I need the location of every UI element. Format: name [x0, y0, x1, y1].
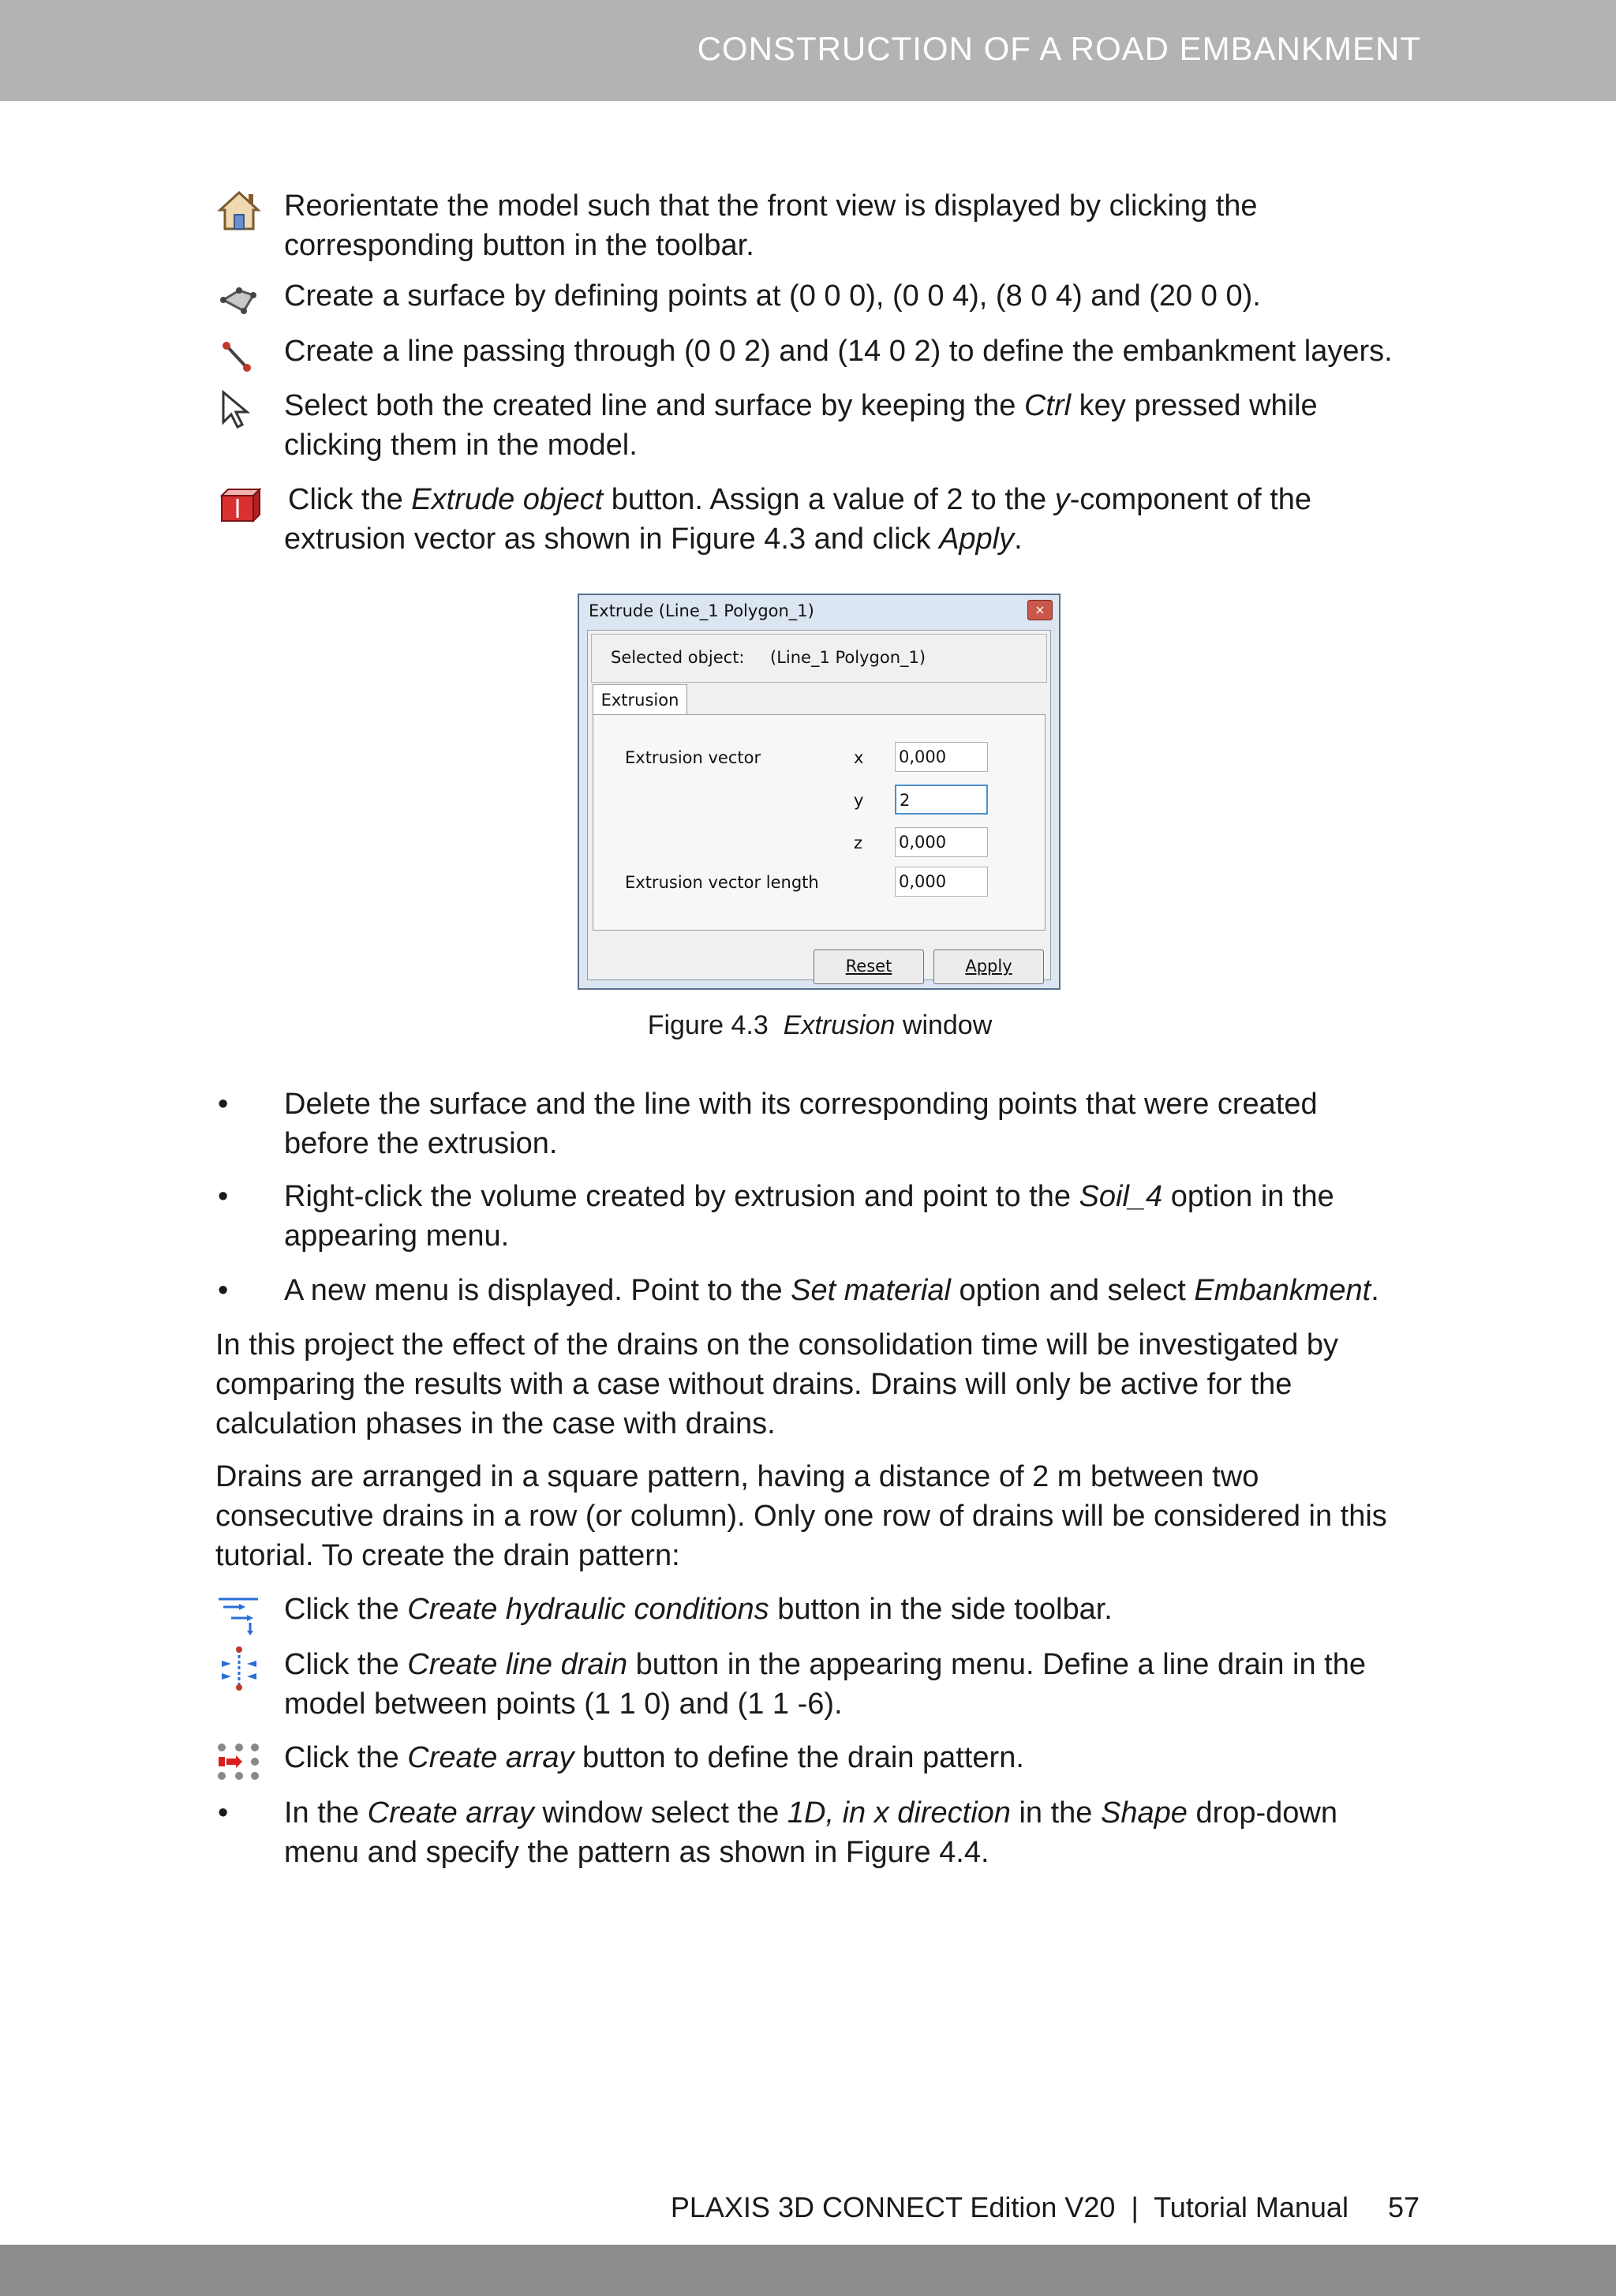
- reset-button[interactable]: Reset: [814, 949, 924, 984]
- step-text: .: [1014, 522, 1023, 556]
- close-button[interactable]: ×: [1027, 600, 1053, 620]
- line-drain-icon: [215, 1645, 263, 1692]
- bullet-text: option and select: [950, 1274, 1195, 1307]
- bullet-text: Right-click the volume created by extrusion and point to the: [284, 1180, 1079, 1213]
- x-label: x: [854, 748, 864, 767]
- extrusion-vector-label: Extrusion vector: [625, 748, 761, 767]
- vector-length-label: Extrusion vector length: [625, 873, 819, 892]
- y-input[interactable]: 2: [895, 785, 988, 815]
- step-text: button. Assign a value of 2 to the: [603, 483, 1055, 516]
- paragraph-drain-pattern: [215, 1457, 1423, 1575]
- hydraulic-conditions-icon: [215, 1590, 263, 1637]
- page-footer: PLAXIS 3D CONNECT Edition V20 | Tutorial Manual 57: [670, 2191, 1420, 2223]
- paragraph-line: Drains are arranged in a square pattern, having a distance of 2 m between two: [215, 1460, 1259, 1493]
- extrude-dialog: [578, 594, 1060, 990]
- z-label: z: [854, 833, 863, 852]
- bullet-text: window select the: [533, 1796, 787, 1830]
- paragraph-line: In this project the effect of the drains on the consolidation time will be investigated by: [215, 1328, 1339, 1361]
- step-text: Select both the created line and surface by keeping the: [284, 389, 1024, 422]
- bullet-text-line: before the extrusion.: [284, 1127, 558, 1160]
- step-text-line: Reorientate the model such that the front view is displayed by clicking the: [284, 189, 1258, 223]
- extrude-icon: [215, 480, 263, 527]
- emphasis: Create hydraulic conditions: [407, 1593, 769, 1626]
- footer-bar: [0, 2245, 1616, 2296]
- step-text: button in the side toolbar.: [769, 1593, 1113, 1626]
- step-text: Create a surface by defining points at (0 0 0), (0 0 4), (8 0 4) and (20 0 0).: [284, 279, 1261, 313]
- paragraph-line: comparing the results with a case without drains. Drains will only be active for the: [215, 1368, 1292, 1401]
- dialog-body: [587, 630, 1051, 980]
- bullet-dot: •: [218, 1088, 229, 1121]
- bullet-text-line: menu and specify the pattern as shown in Figure 4.4.: [284, 1836, 989, 1869]
- step-text: Click the: [284, 1593, 408, 1626]
- step-text: Click the: [288, 483, 412, 516]
- step-text: Click the: [284, 1741, 408, 1774]
- home-icon: [215, 186, 263, 234]
- apply-button[interactable]: Apply: [933, 949, 1044, 984]
- bullet-text: .: [1371, 1274, 1379, 1307]
- step-text: Create a line passing through (0 0 2) and (14 0 2) to define the embankment layers.: [284, 335, 1393, 368]
- line-icon: [215, 331, 263, 379]
- step-text: Click the: [284, 1648, 408, 1681]
- caption-emphasis: Extrusion: [783, 1010, 896, 1040]
- emphasis: Soil_4: [1079, 1180, 1163, 1213]
- select-cursor-icon: [215, 386, 263, 433]
- paragraph-line: consecutive drains in a row (or column). Only one row of drains will be considered in this: [215, 1500, 1387, 1533]
- chapter-title: CONSTRUCTION OF A ROAD EMBANKMENT: [697, 30, 1421, 67]
- tab-extrusion[interactable]: Extrusion: [593, 684, 687, 715]
- emphasis: Apply: [939, 522, 1015, 556]
- paragraph-drains-effect: [215, 1325, 1423, 1444]
- bullet-text: In the: [284, 1796, 368, 1830]
- paragraph-line: tutorial. To create the drain pattern:: [215, 1539, 680, 1572]
- step-text: button to define the drain pattern.: [574, 1741, 1024, 1774]
- bullet-text-line: Delete the surface and the line with its corresponding points that were created: [284, 1088, 1318, 1121]
- emphasis: Ctrl: [1023, 389, 1072, 422]
- surface-icon: [215, 276, 263, 324]
- emphasis: Create array: [367, 1796, 534, 1830]
- step-text-line: clicking them in the model.: [284, 429, 638, 462]
- step-text-line: corresponding button in the toolbar.: [284, 229, 754, 262]
- emphasis: 1D, in x direction: [787, 1796, 1011, 1830]
- emphasis: Extrude object: [411, 483, 604, 516]
- z-input[interactable]: 0,000: [895, 827, 988, 857]
- x-input[interactable]: 0,000: [895, 742, 988, 772]
- step-text-line: model between points (1 1 0) and (1 1 -6).: [284, 1687, 843, 1721]
- page-header: [0, 0, 1616, 101]
- create-array-icon: [215, 1738, 263, 1785]
- step-text: key pressed while: [1071, 389, 1318, 422]
- bullet-dot: •: [218, 1180, 229, 1213]
- caption-suffix: window: [895, 1010, 993, 1040]
- emphasis: Create line drain: [407, 1648, 628, 1681]
- selected-object-value: (Line_1 Polygon_1): [770, 648, 926, 667]
- caption-number: Figure 4.3: [647, 1010, 769, 1040]
- figure-caption: [0, 1010, 1616, 1041]
- emphasis: Embankment: [1194, 1274, 1371, 1307]
- selected-object-row: [591, 634, 1047, 683]
- emphasis: y: [1054, 483, 1070, 516]
- step-text: extrusion vector as shown in Figure 4.3 and click: [284, 522, 940, 556]
- emphasis: Shape: [1101, 1796, 1188, 1830]
- dialog-title: Extrude (Line_1 Polygon_1): [589, 601, 814, 620]
- emphasis: Create array: [407, 1741, 574, 1774]
- bullet-text: option in the: [1162, 1180, 1334, 1213]
- bullet-text: drop-down: [1187, 1796, 1338, 1830]
- bullet-text: A new menu is displayed. Point to the: [284, 1274, 791, 1307]
- bullet-dot: •: [218, 1274, 229, 1307]
- bullet-dot: •: [218, 1796, 229, 1830]
- bullet-text-line: appearing menu.: [284, 1219, 510, 1253]
- vector-length-input[interactable]: 0,000: [895, 867, 988, 897]
- emphasis: Set material: [791, 1274, 951, 1307]
- step-text: button in the appearing menu. Define a line drain in the: [627, 1648, 1366, 1681]
- paragraph-line: calculation phases in the case with drains.: [215, 1407, 776, 1440]
- bullet-text: in the: [1010, 1796, 1101, 1830]
- extrusion-panel: [593, 714, 1046, 931]
- step-text: -component of the: [1069, 483, 1312, 516]
- selected-object-label: Selected object:: [611, 648, 745, 667]
- y-label: y: [854, 791, 864, 810]
